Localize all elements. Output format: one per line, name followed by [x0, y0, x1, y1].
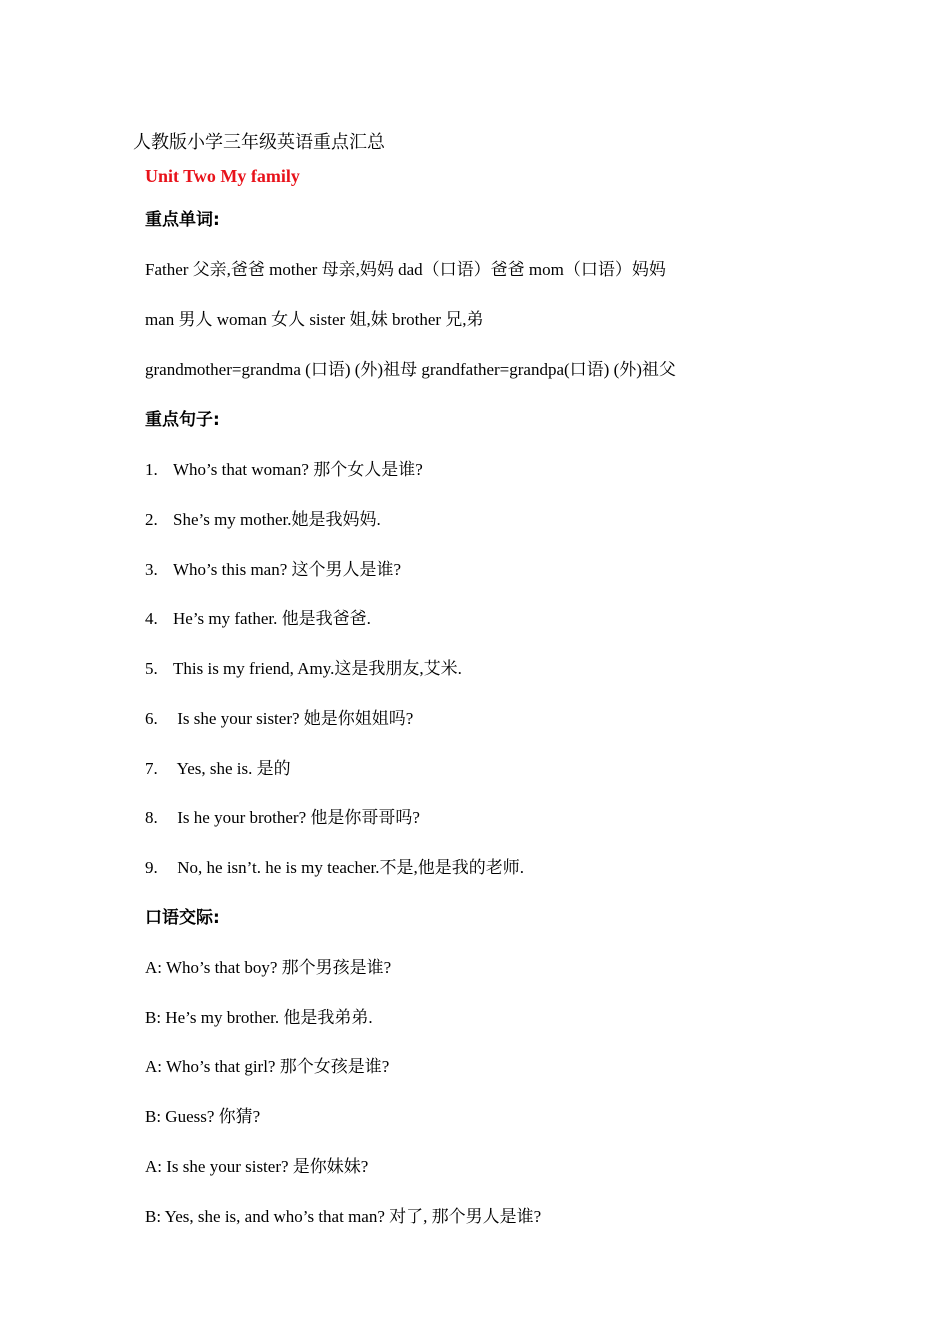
sentence-text: Is she your sister? 她是你姐姐吗?: [173, 709, 414, 728]
vocabulary-heading: 重点单词:: [145, 210, 220, 230]
document-title: 人教版小学三年级英语重点汇总: [133, 132, 385, 153]
vocabulary-line: grandmother=grandma (口语) (外)祖母 grandfather=grandpa(口语) (外)祖父: [145, 360, 676, 379]
sentence-number: 1.: [145, 460, 158, 479]
sentence-text: No, he isn’t. he is my teacher.不是,他是我的老师.: [173, 858, 524, 877]
unit-title: Unit Two My family: [145, 166, 300, 186]
sentence-text: She’s my mother.她是我妈妈.: [173, 510, 381, 529]
sentence-item: [145, 704, 413, 729]
dialogue-line: B: Yes, she is, and who’s that man? 对了, 那个男人是谁?: [145, 1207, 542, 1226]
sentence-number: 9.: [145, 858, 158, 877]
vocabulary-line: Father 父亲,爸爸 mother 母亲,妈妈 dad（口语）爸爸 mom（口语）妈妈: [145, 260, 666, 279]
dialogue-line: A: Who’s that boy? 那个男孩是谁?: [145, 958, 392, 977]
sentence-item: [145, 803, 420, 828]
sentence-item: [145, 505, 381, 530]
sentence-number: 6.: [145, 709, 158, 728]
sentences-heading: 重点句子:: [145, 410, 220, 430]
dialogue-line: B: Guess? 你猜?: [145, 1107, 261, 1126]
sentence-number: 2.: [145, 510, 158, 529]
sentence-text: This is my friend, Amy.这是我朋友,艾米.: [173, 659, 462, 678]
sentence-text: Yes, she is. 是的: [173, 759, 291, 778]
dialogue-line: B: He’s my brother. 他是我弟弟.: [145, 1008, 373, 1027]
sentence-number: 8.: [145, 808, 158, 827]
dialogue-heading: 口语交际:: [145, 908, 220, 928]
sentence-item: [145, 455, 423, 480]
sentence-item: [145, 754, 291, 779]
sentence-text: Is he your brother? 他是你哥哥吗?: [173, 808, 420, 827]
sentence-text: He’s my father. 他是我爸爸.: [173, 609, 371, 628]
sentence-item: [145, 604, 371, 629]
vocabulary-line: man 男人 woman 女人 sister 姐,妹 brother 兄,弟: [145, 310, 484, 329]
sentence-item: [145, 654, 462, 679]
sentence-item: [145, 555, 401, 580]
sentence-item: [145, 853, 524, 878]
sentence-text: Who’s this man? 这个男人是谁?: [173, 560, 402, 579]
sentence-number: 7.: [145, 759, 158, 778]
sentence-text: Who’s that woman? 那个女人是谁?: [173, 460, 423, 479]
dialogue-line: A: Who’s that girl? 那个女孩是谁?: [145, 1057, 390, 1076]
sentence-number: 4.: [145, 609, 158, 628]
sentence-number: 5.: [145, 659, 158, 678]
sentence-number: 3.: [145, 560, 158, 579]
dialogue-line: A: Is she your sister? 是你妹妹?: [145, 1157, 369, 1176]
